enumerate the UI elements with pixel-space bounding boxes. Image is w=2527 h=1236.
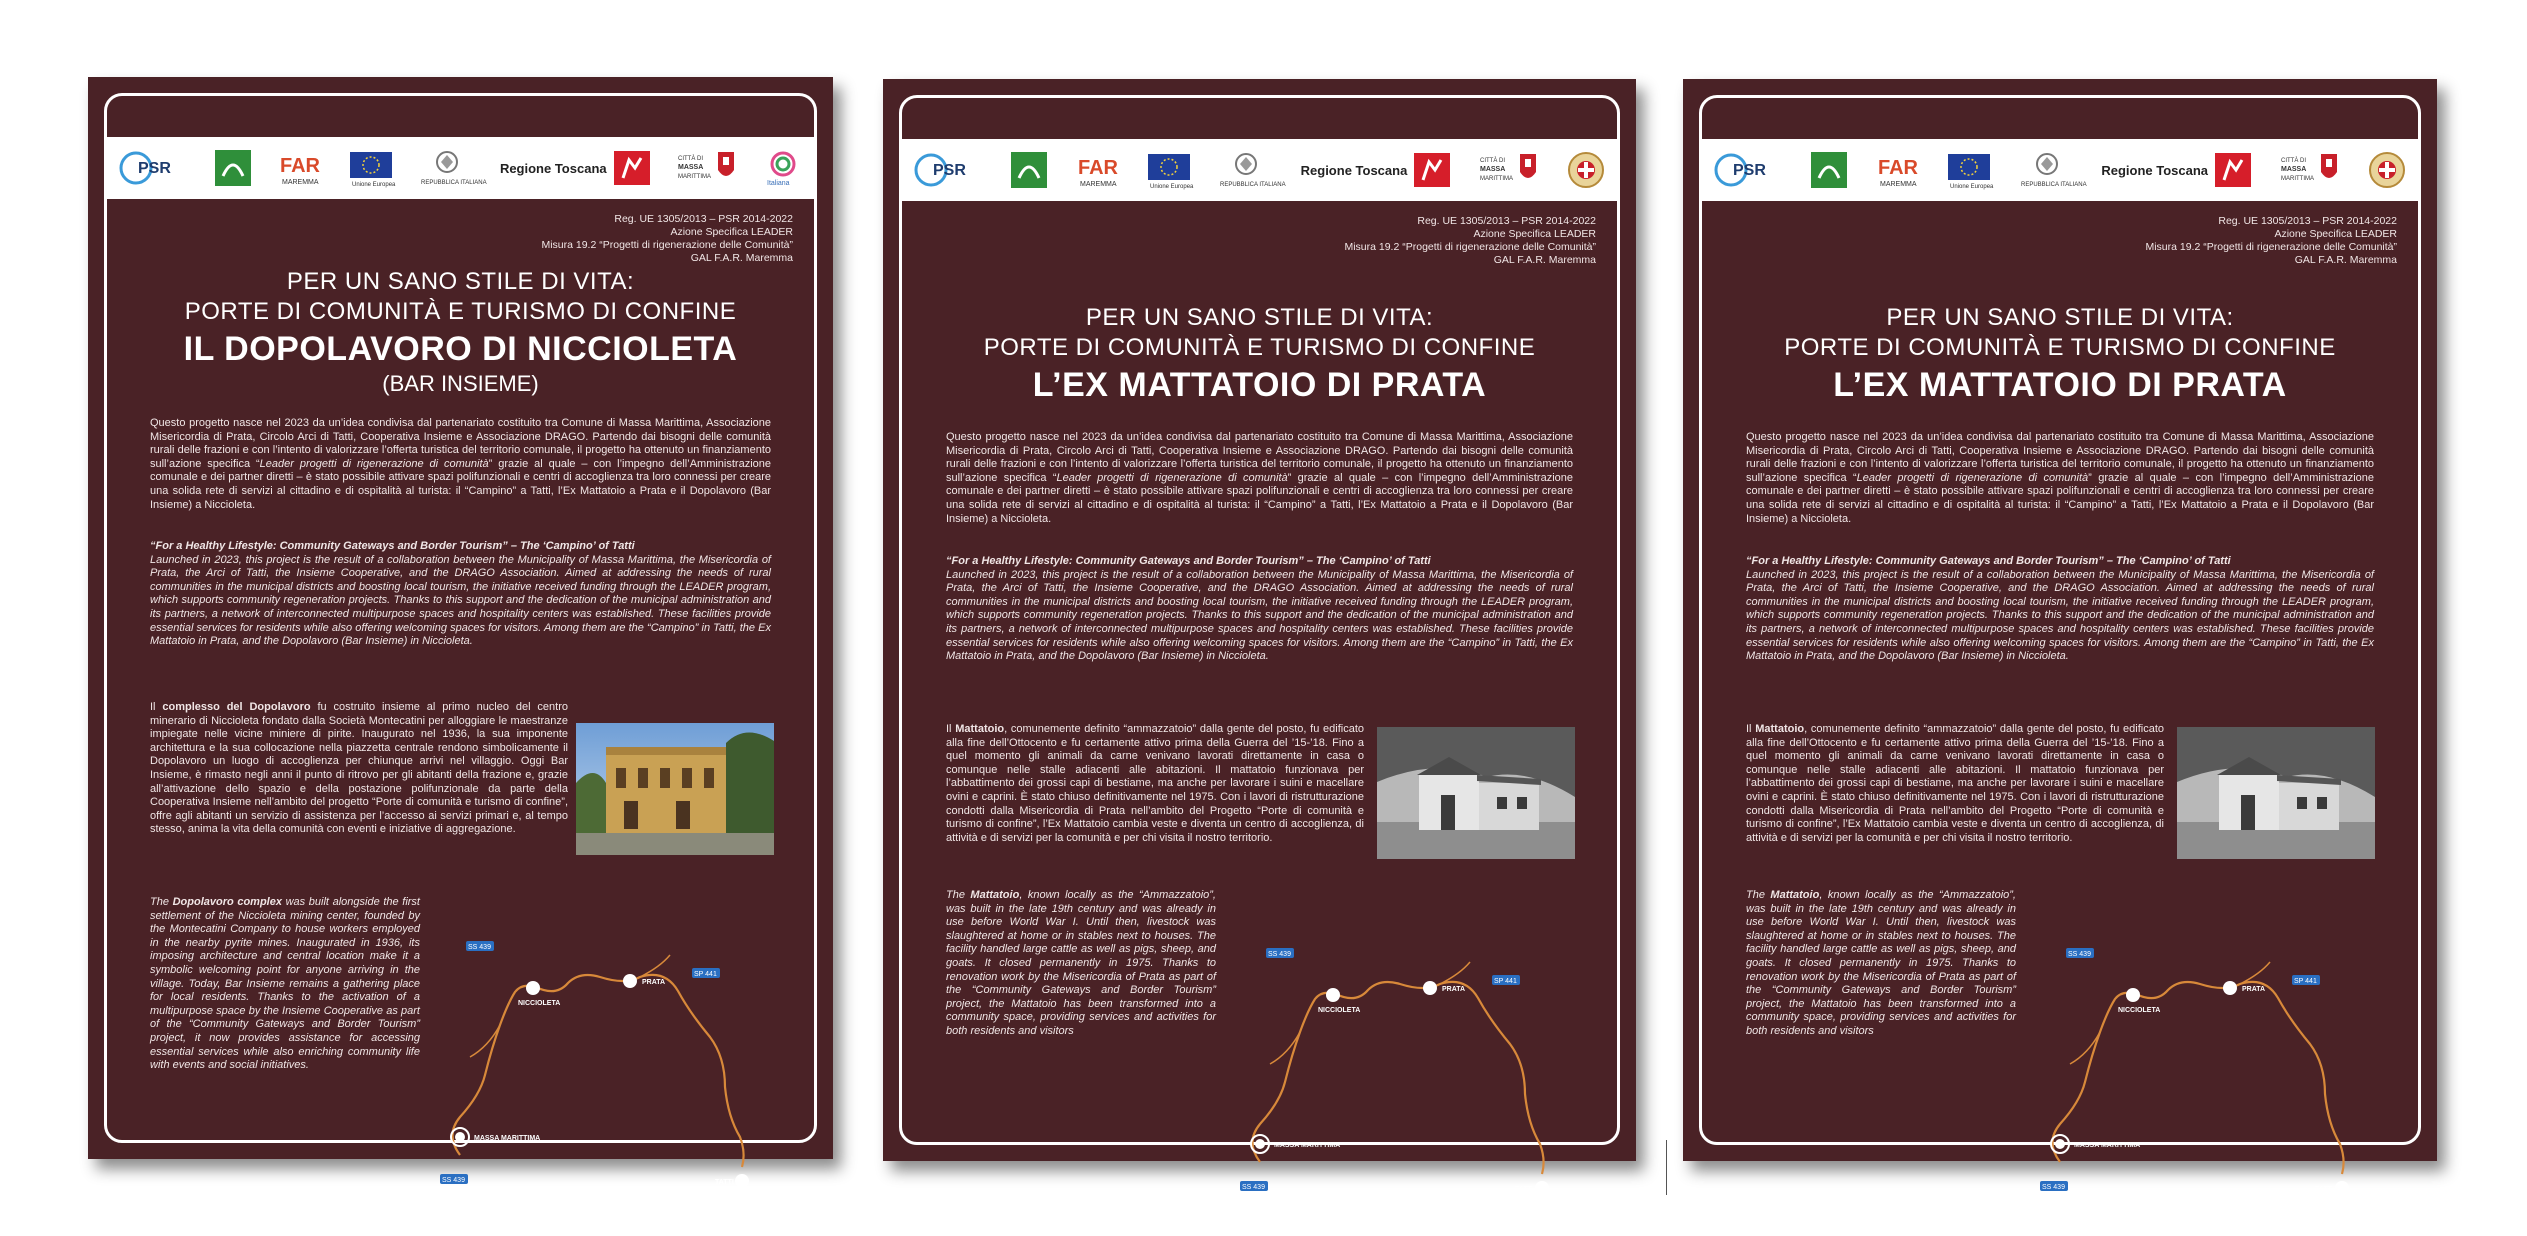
italian-republic-emblem [1218,149,1286,191]
eu-flag-logo [1146,149,1192,191]
svg-text:REPUBBLICA ITALIANA: REPUBBLICA ITALIANA [2020,182,2087,188]
svg-text:REPUBBLICA ITALIANA: REPUBBLICA ITALIANA [420,180,487,186]
map-label-niccioleta: NICCIOLETA [1318,1007,1361,1014]
logo-strip [899,139,1620,201]
svg-text:MARITTIMA: MARITTIMA [677,174,711,180]
regulation-reference [1344,215,1596,267]
svg-text:FAR: FAR [280,155,321,177]
svg-text:MARITTIMA: MARITTIMA [2280,176,2314,182]
svg-text:REPUBBLICA ITALIANA: REPUBBLICA ITALIANA [1220,182,1286,188]
italian-republic-emblem [419,147,487,189]
dopolavoro-photo [576,723,774,855]
regulation-reference [541,213,793,265]
eu-flag-logo [1946,149,1992,191]
psr-logo [1713,149,1783,191]
italian-republic-emblem [2019,149,2087,191]
description-english: The Mattatoio, known locally as the “Ammazzatoio”, was built in the late 19th century and was already in use before World War I. Until then, livestock was slaughtered at home or in stables next to houses. The facility handled large cattle as well as pigs, sheep, and goats. It closed permanently in 1975. Thanks to renovation work by the Misericordia of Prata as part of the “Community Gateways and Border Tourism” project, the Mattatoio has been transformed into a community space, providing services and activities for both residents and visitors [946,889,1216,1037]
far-maremma-logo [278,147,322,189]
svg-text:PSR: PSR [138,160,171,177]
svg-text:MASSA: MASSA [1479,166,1505,173]
logo-strip [1699,139,2421,201]
map-label-massa: MASSA MARITTIMA [474,1135,541,1142]
regione-toscana-logo: Regione Toscana [2101,149,2252,191]
road-label: SP 441 [1494,978,1517,985]
map-label-tatti: TATTI [2315,1186,2334,1193]
svg-text:MAREMMA: MAREMMA [282,179,319,186]
map-label-prata: PRATA [1442,986,1466,993]
road-label: SS 439 [468,944,491,951]
svg-text:CITTÀ DI: CITTÀ DI [1479,158,1505,164]
intro-english: “For a Healthy Lifestyle: Community Gateways and Border Tourism” – The ‘Campino’ of Tatti Launched in 2023, this project is the result of a collaboration between the Municipality of Massa Marittima, the Misericordia of Prata, the Arci of Tatti, the Insieme Cooperative, and the DRAGO Association. Aimed at addressing the needs of rural communities in the municipal districts and boosting local tourism, the initiative received funding through the LEADER program, which supports community regeneration projects. Thanks to this support and the dedication of the municipal administration and its partners, a network of interconnected multipurpose spaces and hospitality centers was established. These facilities provide essential services for residents while also offering welcoming spaces for visitors. Among them are the “Campino” in Tatti, the Ex Mattatoio in Prata, and the Dopolavoro (Bar Insieme) in Niccioleta. [946,555,1573,663]
text-cursor-line [1666,1140,1667,1195]
map-label-prata: PRATA [2242,986,2266,993]
svg-text:MASSA: MASSA [2280,166,2306,173]
poster-title [118,267,803,397]
poster-mattatoio [883,79,1636,1193]
leader-logo [1009,149,1049,191]
svg-text:MAREMMA: MAREMMA [1079,181,1117,188]
title-line-1: PER UN SANO STILE DI VITA: [1085,304,1434,331]
description-english: The Dopolavoro complex was built alongside the first settlement of the Niccioleta mining center, founded by the Montecatini Company to house workers employed in the nearby pyrite mines. Inaugurated in 1936, its imposing architecture and central location make it a symbolic welcoming point for anyone arriving in the village. Today, Bar Insieme remains a gathering place for local residents. Thanks to the activation of a multipurpose space by the Insieme Cooperative as part of the “Community Gateways and Border Tourism” project, it now provides assistance for accessing essential services while also enriching community life with events and social initiatives. [150,896,420,1072]
title-line-2: PORTE DI COMUNITÀ E TURISMO DI CONFINE [1784,334,2336,361]
road-label: SS 439 [1268,951,1291,958]
reg-line: Misura 19.2 “Progetti di rigenerazione delle Comunità” [1344,241,1596,253]
svg-text:Italiana: Italiana [767,180,790,187]
road-label: SP 441 [694,971,717,978]
reg-line: Azione Specifica LEADER [670,226,793,238]
svg-text:FAR: FAR [1877,157,1918,179]
mattatoio-photo [2177,727,2375,859]
reg-line: GAL F.A.R. Maremma [1493,254,1596,266]
psr-logo [118,147,188,189]
svg-text:MASSA: MASSA [677,164,704,171]
reg-line: Reg. UE 1305/2013 – PSR 2014-2022 [1417,215,1596,227]
massa-marittima-logo [2279,149,2341,191]
prata-misericordia-emblem [1566,149,1606,191]
description-english: The Mattatoio, known locally as the “Ammazzatoio”, was built in the late 19th century and was already in use before World War I. Until then, livestock was slaughtered at home or in stables next to houses. The facility handled large cattle as well as pigs, sheep, and goats. It closed permanently in 1975. Thanks to renovation work by the Misericordia of Prata as part of the “Community Gateways and Border Tourism” project, the Mattatoio has been transformed into a community space, providing services and activities for both residents and visitors [1746,889,2016,1037]
map-label-massa: MASSA MARITTIMA [1274,1142,1341,1149]
leader-logo [1809,149,1849,191]
intro-italian: Questo progetto nasce nel 2023 da un’idea condivisa dal partenariato costituito tra Comune di Massa Marittima, Associazione Misericordia di Prata, Circolo Arci di Tatti, Cooperativa Insieme e Associazione DRAGO. Partendo dai bisogni delle comunità rurali delle frazioni e con l’intento di valorizzare l’offerta turistica del territorio comunale, il progetto ha ottenuto un finanziamento sull’azione specifica “Leader progetti di rigenerazione di comunità” grazie al quale – con l’impegno dell’Amministrazione comunale e dei partner diretti – è stato possibile attivare spazi polifunzionali e centri di accoglienza tra loro connessi per creare una solida rete di servizi al cittadino e di ospitalità al turista: il “Campino” a Tatti, l’Ex Mattatoio a Prata e il Dopolavoro (Bar Insieme) a Niccioleta. [1746,431,2374,525]
prata-misericordia-emblem [2367,149,2407,191]
intro-italian: Questo progetto nasce nel 2023 da un’idea condivisa dal partenariato costituito tra Comune di Massa Marittima, Associazione Misericordia di Prata, Circolo Arci di Tatti, Cooperativa Insieme e Associazione DRAGO. Partendo dai bisogni delle comunità rurali delle frazioni e con l’intento di valorizzare l’offerta turistica del territorio comunale, il progetto ha ottenuto un finanziamento sull’azione specifica “Leader progetti di rigenerazione di comunità” grazie al quale – con l’impegno dell’Amministrazione comunale e dei partner diretti – è stato possibile attivare spazi polifunzionali e centri di accoglienza tra loro connessi per creare una solida rete di servizi al cittadino e di ospitalità al turista: il “Campino” a Tatti, l’Ex Mattatoio a Prata e il Dopolavoro (Bar Insieme) a Niccioleta. [946,431,1573,525]
massa-marittima-logo [1478,149,1540,191]
description-italian: Il Mattatoio, comunemente definito “ammazzatoio” dalla gente del posto, fu edificato alla fine dell’Ottocento e fu certamente attivo prima della Guerra del ’15-’18. Fino a quel momento gli animali da carne venivano lavorati direttamente in casa o comunque nelle stalle adiacenti alle abitazioni. Il mattatoio funzionava per l’abbattimento dei grossi capi di bestiame, ma anche per lavorare i suini e macellare ovini e caprini. È stato chiuso definitivamente nel 1975. Con i lavori di ristrutturazione condotti dalla Misericordia di Prata nell’ambito del Progetto “Porte di comunità e turismo di confine”, l’Ex Mattatoio cambia veste e diventa un centro di accoglienza, di attività e di servizi per la comunità e per chi visita il nostro territorio. [1746,723,2164,844]
svg-text:Unione Europea: Unione Europea [351,182,395,188]
description-italian: Il complesso del Dopolavoro fu costruito insieme al primo nucleo del centro minerario di Niccioleta fondato dalla Società Montecatini per alloggiare le maestranze impiegate nelle vicine miniere di pirite. Inaugurato nel 1936, la sua imponente architettura e la sua collocazione nella piazzetta centrale rendono simbolicamente il Dopolavoro un luogo di accoglienza per chiunque arrivi nel villaggio. Oggi Bar Insieme, è rimasto negli anni il punto di ritrovo per gli abitanti della frazione e, grazie all’attivazione dello spazio e della postazione polifunzionale da parte della Cooperativa Insieme nell’ambito del progetto “Porte di comunità e turismo di confine”, offre agli abitanti un servizio di assistenza per l’accesso ai servizi primari e, al tempo stesso, anima la vita della comunità con eventi e iniziative di aggregazione. [150,701,568,836]
title-main: L’EX MATTATOIO DI PRATA [1032,366,1487,404]
psr-logo [913,149,983,191]
road-label: SS 439 [442,1177,465,1184]
intro-english: “For a Healthy Lifestyle: Community Gateways and Border Tourism” – The ‘Campino’ of Tatti Launched in 2023, this project is the result of a collaboration between the Municipality of Massa Marittima, the Misericordia of Prata, the Arci of Tatti, the Insieme Cooperative, and the DRAGO Association. Aimed at addressing the needs of rural communities in the municipal districts and boosting local tourism, the initiative received funding through the LEADER program, which supports community regeneration projects. Thanks to this support and the dedication of the municipal administration and its partners, a network of interconnected multipurpose spaces and hospitality centers was established. These facilities provide essential services for residents while also offering welcoming spaces for visitors. Among them are the “Campino” in Tatti, the Ex Mattatoio in Prata, and the Dopolavoro (Bar Insieme) in Niccioleta. [1746,555,2374,663]
svg-text:MAREMMA: MAREMMA [1879,181,1917,188]
massa-marittima-logo [676,147,738,189]
description-italian: Il Mattatoio, comunemente definito “ammazzatoio” dalla gente del posto, fu edificato alla fine dell’Ottocento e fu certamente attivo prima della Guerra del ’15-’18. Fino a quel momento gli animali da carne venivano lavorati direttamente in casa o comunque nelle stalle adiacenti alle abitazioni. Il mattatoio funzionava per l’abbattimento dei grossi capi di bestiame, ma anche per lavorare i suini e macellare ovini e caprini. È stato chiuso definitivamente nel 1975. Con i lavori di ristrutturazione condotti dalla Misericordia di Prata nell’ambito del Progetto “Porte di comunità e turismo di confine”, l’Ex Mattatoio cambia veste e diventa un centro di accoglienza, di attività e di servizi per la comunità e per chi visita il nostro territorio. [946,723,1364,844]
title-subtitle: (BAR INSIEME) [382,371,539,396]
road-label: SP 441 [2294,978,2317,985]
intro-italian: Questo progetto nasce nel 2023 da un’idea condivisa dal partenariato costituito tra Comune di Massa Marittima, Associazione Misericordia di Prata, Circolo Arci di Tatti, Cooperativa Insieme e Associazione DRAGO. Partendo dai bisogni delle comunità rurali delle frazioni e con l’intento di valorizzare l’offerta turistica del territorio comunale, il progetto ha ottenuto un finanziamento sull’azione specifica “Leader progetti di rigenerazione di comunità” grazie al quale – con l’impegno dell’Amministrazione comunale e dei partner diretti – è stato possibile attivare spazi polifunzionali e centri di accoglienza tra loro connessi per creare una solida rete di servizi al cittadino e di ospitalità al turista: il “Campino” a Tatti, l’Ex Mattatoio a Prata e il Dopolavoro (Bar Insieme) a Niccioleta. [150,417,771,511]
reg-line: Azione Specifica LEADER [1473,228,1596,240]
poster-title [1713,303,2407,407]
poster-title [913,303,1606,407]
svg-text:CITTÀ DI: CITTÀ DI [677,156,703,162]
mattatoio-photo [1377,727,1575,859]
road-label: SS 439 [2042,1184,2065,1191]
regione-toscana-logo: Regione Toscana [1301,149,1452,191]
route-map [1235,904,1595,1214]
intro-english: “For a Healthy Lifestyle: Community Gateways and Border Tourism” – The ‘Campino’ of Tatti Launched in 2023, this project is the result of a collaboration between the Municipality of Massa Marittima, the Misericordia of Prata, the Arci of Tatti, the Insieme Cooperative, and the DRAGO Association. Aimed at addressing the needs of rural communities in the municipal districts and boosting local tourism, the initiative received funding through the LEADER program, which supports community regeneration projects. Thanks to this support and the dedication of the municipal administration and its partners, a network of interconnected multipurpose spaces and hospitality centers was established. These facilities provide essential services for residents while also offering welcoming spaces for visitors. Among them are the “Campino” in Tatti, the Ex Mattatoio in Prata, and the Dopolavoro (Bar Insieme) in Niccioleta. [150,540,771,648]
eu-flag-logo [348,147,394,189]
route-map [2035,904,2395,1214]
route-map [440,897,790,1207]
title-line-1: PER UN SANO STILE DI VITA: [286,268,635,295]
svg-text:PSR: PSR [933,162,966,179]
reg-line: Misura 19.2 “Progetti di rigenerazione delle Comunità” [541,239,793,251]
svg-text:PSR: PSR [1733,162,1766,179]
poster-dopolavoro [88,77,833,1186]
map-label-tatti: TATTI [1515,1186,1534,1193]
svg-text:FAR: FAR [1077,157,1118,179]
map-label-prata: PRATA [642,979,666,986]
svg-text:CITTÀ DI: CITTÀ DI [2280,158,2306,164]
italiana-logo [763,147,803,189]
reg-line: Reg. UE 1305/2013 – PSR 2014-2022 [614,213,793,225]
map-label-niccioleta: NICCIOLETA [2118,1007,2161,1014]
regione-toscana-logo: Regione Toscana [500,147,651,189]
road-label: SS 439 [2068,951,2091,958]
reg-line: Misura 19.2 “Progetti di rigenerazione delle Comunità” [2145,241,2397,253]
map-label-tatti: TATTI [715,1179,734,1186]
road-label: SS 439 [1242,1184,1265,1191]
svg-text:Unione Europea: Unione Europea [1149,184,1194,190]
title-main: L’EX MATTATOIO DI PRATA [1833,366,2287,404]
title-line-2: PORTE DI COMUNITÀ E TURISMO DI CONFINE [184,298,737,325]
far-maremma-logo [1076,149,1120,191]
reg-line: Reg. UE 1305/2013 – PSR 2014-2022 [2218,215,2397,227]
title-line-2: PORTE DI COMUNITÀ E TURISMO DI CONFINE [983,334,1536,361]
leader-logo [213,147,253,189]
svg-text:Unione Europea: Unione Europea [1950,184,1994,190]
logo-strip [104,137,817,199]
title-main: IL DOPOLAVORO DI NICCIOLETA [183,330,738,368]
reg-line: GAL F.A.R. Maremma [690,252,793,264]
map-label-niccioleta: NICCIOLETA [518,1000,561,1007]
title-line-1: PER UN SANO STILE DI VITA: [1886,304,2234,331]
far-maremma-logo [1876,149,1920,191]
reg-line: GAL F.A.R. Maremma [2294,254,2397,266]
poster-mattatoio-copy [1683,79,2437,1193]
map-label-massa: MASSA MARITTIMA [2074,1142,2141,1149]
svg-text:MARITTIMA: MARITTIMA [1479,176,1513,182]
regulation-reference [2145,215,2397,267]
reg-line: Azione Specifica LEADER [2274,228,2397,240]
